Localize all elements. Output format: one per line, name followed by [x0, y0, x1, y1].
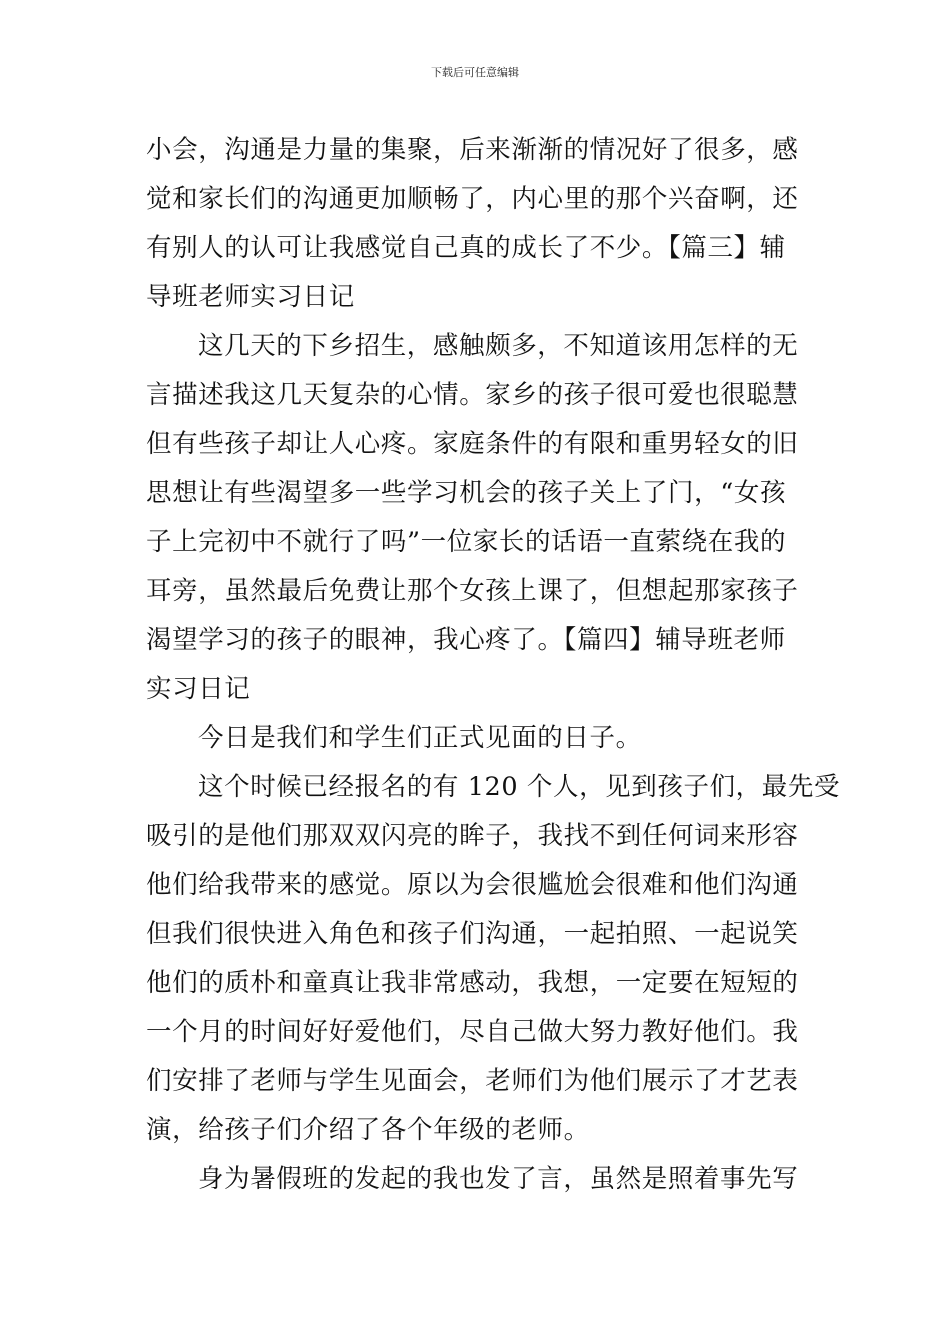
text-line: 导班老师实习日记 — [146, 282, 355, 312]
text-line: 但有些孩子却让人心疼。家庭条件的有限和重男轻女的旧 — [146, 429, 799, 459]
text-line: 实习日记 — [146, 674, 251, 704]
text-line: 一个月的时间好好爱他们，尽自己做大努力教好他们。我 — [146, 1017, 799, 1047]
text-line: 言描述我这几天复杂的心情。家乡的孩子很可爱也很聪慧 — [146, 380, 799, 410]
text-line: 小会，沟通是力量的集聚，后来渐渐的情况好了很多，感 — [146, 135, 799, 165]
page-header: 下载后可任意编辑 — [431, 66, 519, 79]
text-line: 他们的质朴和童真让我非常感动，我想，一定要在短短的 — [146, 968, 799, 998]
text-line: 但我们很快进入角色和孩子们沟通，一起拍照、一起说笑 — [146, 919, 799, 949]
paragraph-start-line: 身为暑假班的发起的我也发了言，虽然是照着事先写 — [198, 1164, 799, 1194]
paragraph-start-line: 今日是我们和学生们正式见面的日子。 — [198, 723, 642, 753]
text-line: 们安排了老师与学生见面会，老师们为他们展示了才艺表 — [146, 1066, 799, 1096]
text-line: 吸引的是他们那双双闪亮的眸子，我找不到任何词来形容 — [146, 821, 799, 851]
document-body — [146, 126, 841, 1204]
text-line: 觉和家长们的沟通更加顺畅了，内心里的那个兴奋啊，还 — [146, 184, 799, 214]
paragraph-start-line: 这几天的下乡招生，感触颇多，不知道该用怎样的无 — [198, 331, 799, 361]
text-line: 他们给我带来的感觉。原以为会很尴尬会很难和他们沟通 — [146, 870, 799, 900]
text-line: 有别人的认可让我感觉自己真的成长了不少。【篇三】辅 — [146, 233, 786, 263]
paragraph-start-line: 这个时候已经报名的有 120 个人，见到孩子们，最先受 — [198, 772, 841, 802]
text-line: 演，给孩子们介绍了各个年级的老师。 — [146, 1115, 590, 1145]
text-line: 耳旁，虽然最后免费让那个女孩上课了，但想起那家孩子 — [146, 576, 799, 606]
text-line: 渴望学习的孩子的眼神，我心疼了。【篇四】辅导班老师 — [146, 625, 786, 655]
text-line: 子上完初中不就行了吗”一位家长的话语一直萦绕在我的 — [146, 527, 787, 557]
text-line: 思想让有些渴望多一些学习机会的孩子关上了门，“女孩 — [146, 478, 787, 508]
